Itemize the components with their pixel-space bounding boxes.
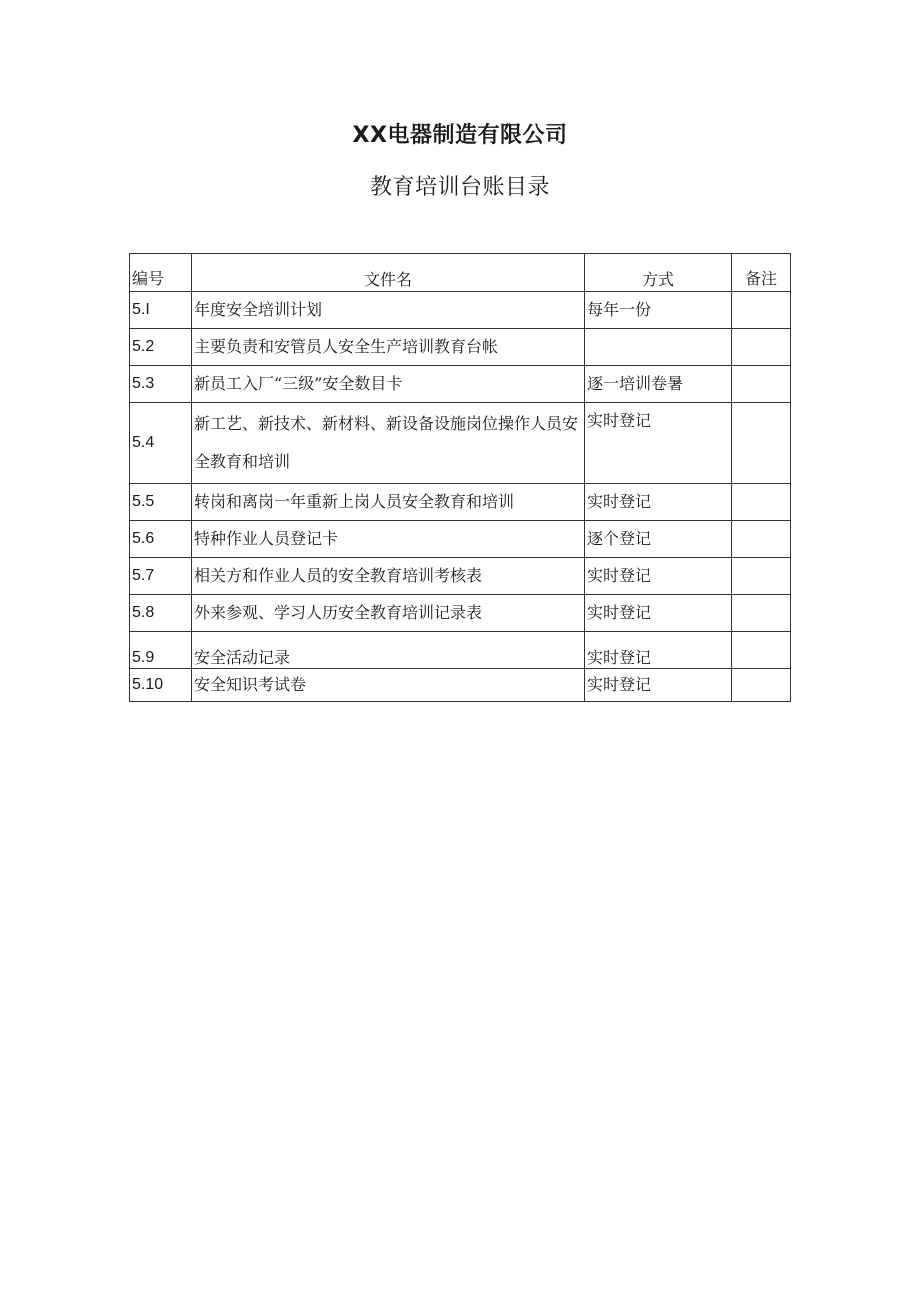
row-remark: [732, 484, 791, 521]
row-remark: [732, 403, 791, 484]
training-ledger-table: [129, 253, 791, 702]
row-file-name: 相关方和作业人员的安全教育培训考核表: [192, 558, 585, 595]
row-method: 实时登记: [585, 484, 732, 521]
table-row: [130, 292, 791, 329]
row-method: 实时登记: [585, 403, 732, 484]
row-file-name: 特种作业人员登记卡: [192, 521, 585, 558]
table-row: [130, 632, 791, 669]
row-method: 实时登记: [585, 669, 732, 702]
row-method: 逐一培训卷暑: [585, 366, 732, 403]
header-method: 方式: [585, 254, 732, 292]
row-file-name: 新员工入厂“三级”安全数目卡: [192, 366, 585, 403]
table-row: [130, 366, 791, 403]
row-number: 5.4: [130, 403, 192, 484]
row-remark: [732, 595, 791, 632]
row-file-name: 年度安全培训计划: [192, 292, 585, 329]
row-file-name: 安全活动记录: [192, 632, 585, 669]
table-row: [130, 558, 791, 595]
row-number: 5.3: [130, 366, 192, 403]
row-method: 实时登记: [585, 595, 732, 632]
row-file-name: 转岗和离岗一年重新上岗人员安全教育和培训: [192, 484, 585, 521]
table-row: [130, 521, 791, 558]
company-title: XX电器制造有限公司: [352, 123, 568, 148]
row-number: 5.5: [130, 484, 192, 521]
row-number: 5.9: [130, 632, 192, 669]
row-number: 5.10: [130, 669, 192, 702]
table-row: [130, 484, 791, 521]
row-file-name: 主要负责和安管员人安全生产培训教育台帐: [192, 329, 585, 366]
row-file-name: 安全知识考试卷: [192, 669, 585, 702]
row-number: 5.I: [130, 292, 192, 329]
row-number: 5.7: [130, 558, 192, 595]
row-file-name: 新工艺、新技术、新材料、新设备设施岗位操作人员安全教育和培训: [192, 403, 585, 484]
row-number: 5.6: [130, 521, 192, 558]
table-row: [130, 595, 791, 632]
header-number: 编号: [130, 254, 192, 292]
table-header-row: [130, 254, 791, 292]
header-remark: 备注: [732, 254, 791, 292]
row-number: 5.8: [130, 595, 192, 632]
table-row: [130, 403, 791, 484]
row-remark: [732, 669, 791, 702]
row-number: 5.2: [130, 329, 192, 366]
header-file-name: 文件名: [192, 254, 585, 292]
row-remark: [732, 292, 791, 329]
row-method: 逐个登记: [585, 521, 732, 558]
row-remark: [732, 366, 791, 403]
row-method: 实时登记: [585, 558, 732, 595]
row-remark: [732, 521, 791, 558]
row-remark: [732, 558, 791, 595]
table-row: [130, 329, 791, 366]
document-title: 教育培训台账目录: [369, 175, 550, 200]
row-file-name: 外来参观、学习人历安全教育培训记录表: [192, 595, 585, 632]
row-method: 每年一份: [585, 292, 732, 329]
row-remark: [732, 329, 791, 366]
row-method: 实时登记: [585, 632, 732, 669]
row-remark: [732, 632, 791, 669]
table-row: [130, 669, 791, 702]
row-method: [585, 329, 732, 366]
